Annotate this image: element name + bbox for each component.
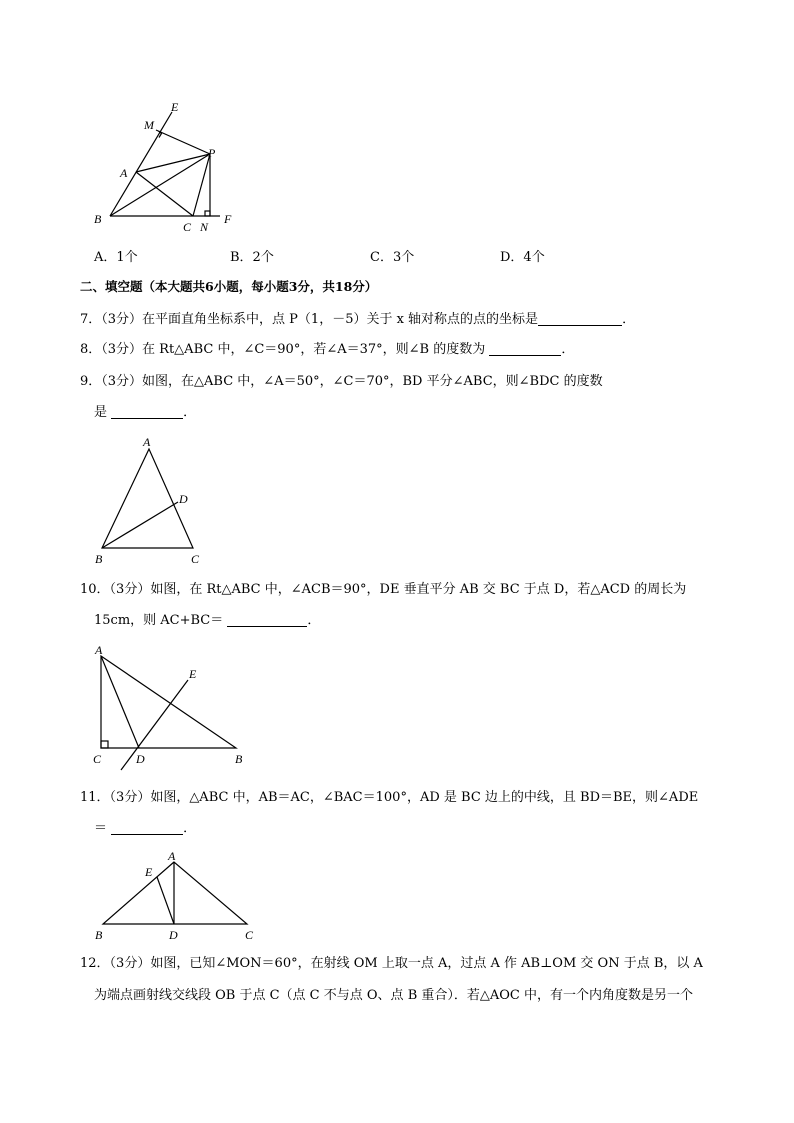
question-7-end: ． [622,312,636,327]
label-B: B [95,552,103,566]
question-9-end: ． [183,405,197,420]
question-11-line-2 [94,820,196,838]
label-F: F [224,212,232,226]
label-A: A [95,643,103,657]
label-E: E [189,667,197,681]
question-10-line-2 [94,612,320,630]
question-10-line-1: 10．（3分）如图，在 Rt△ABC 中，∠ACB＝90°，DE 垂直平分 AB 交 BC 于点 D，若△ACD 的周长为 [80,582,687,597]
figure-q6 [90,98,240,238]
answer-blank-7[interactable] [538,311,622,326]
label-B: B [235,752,243,766]
answer-blank-11[interactable] [111,820,183,835]
question-11-line-1: 11．（3分）如图，△ABC 中，AB＝AC，∠BAC＝100°，AD 是 BC 边上的中线，且 BD＝BE，则∠ADE [80,790,699,805]
label-D: D [169,928,178,942]
figure-q10 [88,640,258,775]
question-8-end: ． [561,342,575,357]
label-D: D [136,752,145,766]
label-E: E [171,100,179,114]
q6-option-d: D．4个 [500,250,545,265]
q6-option-b: B．2个 [230,250,274,265]
label-A: A [120,166,128,180]
question-8 [80,341,574,359]
question-12-line-1: 12．（3分）如图，已知∠MON＝60°，在射线 OM 上取一点 A，过点 A 作 AB⊥OM 交 ON 于点 B，以 A [80,956,703,971]
section-title: 二、填空题（本大题共6小题，每小题3分，共18分） [80,279,378,294]
label-E: E [145,865,153,879]
label-M: M [144,118,154,132]
question-9-line-1: 9．（3分）如图，在△ABC 中，∠A＝50°，∠C＝70°，BD 平分∠ABC，则∠BDC 的度数 [80,374,603,389]
q6-option-a: A．1个 [94,250,138,265]
question-7-text: 7．（3分）在平面直角坐标系中，点 P（1，－5）关于 x 轴对称点的点的坐标是 [80,312,539,327]
figure-q11 [88,846,268,946]
label-P: P [208,146,216,160]
label-A: A [143,435,151,449]
figure-q9 [88,430,218,570]
label-N: N [200,220,209,234]
question-9-line-2-text: 是 [94,405,108,420]
label-C: C [183,220,192,234]
question-11-end: ． [183,821,197,836]
answer-blank-9[interactable] [111,404,183,419]
label-D: D [179,492,188,506]
question-10-end: ． [307,613,321,628]
question-9-line-2 [94,404,196,422]
label-B: B [94,212,102,226]
answer-blank-10[interactable] [227,612,307,627]
question-12-line-2: 为端点画射线交线段 OB 于点 C（点 C 不与点 O、点 B 重合）．若△AOC 中，有一个内角度数是另一个 [94,988,693,1003]
q6-option-c: C．3个 [370,250,415,265]
label-A: A [168,849,176,863]
label-C: C [93,752,102,766]
label-C: C [191,552,200,566]
label-B: B [95,928,103,942]
question-7 [80,311,635,329]
label-C: C [245,928,254,942]
answer-blank-8[interactable] [489,341,561,356]
question-10-line-2-text: 15cm，则 AC+BC＝ [94,613,224,628]
question-8-text: 8．（3分）在 Rt△ABC 中，∠C＝90°，若∠A＝37°，则∠B 的度数为 [80,342,486,357]
question-11-line-2-text: ＝ [94,821,108,836]
